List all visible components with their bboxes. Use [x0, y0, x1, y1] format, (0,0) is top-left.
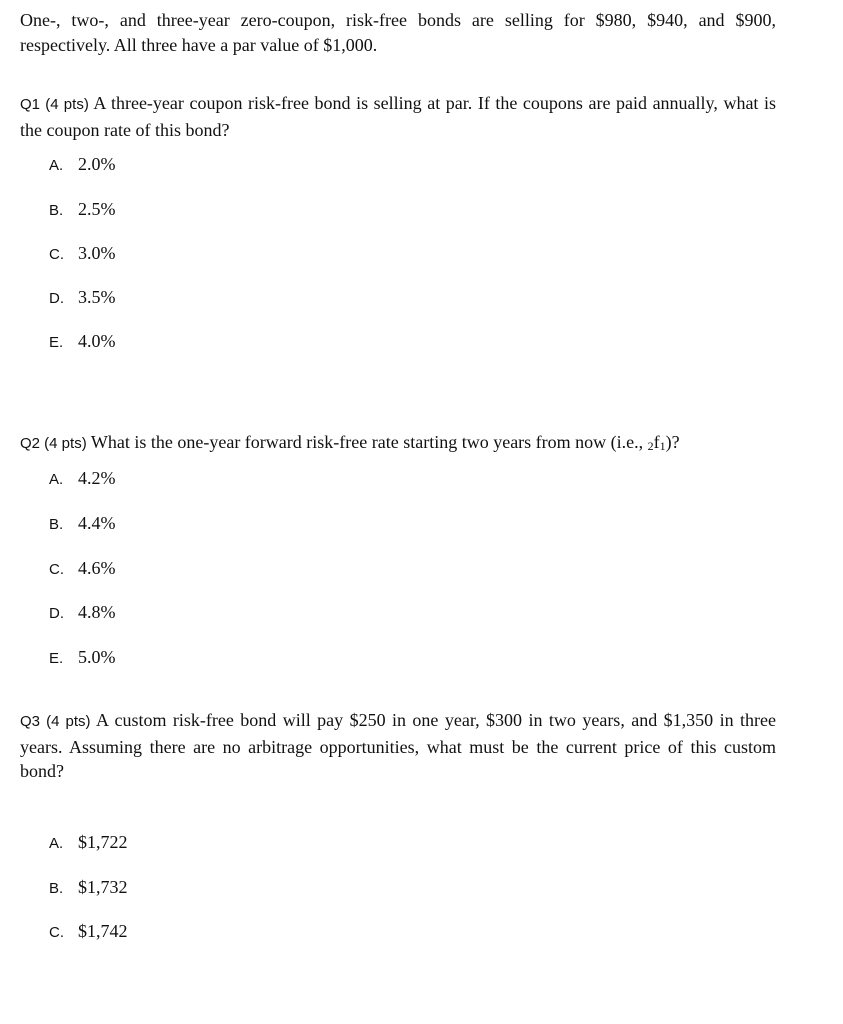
q2-option-e[interactable]: [49, 645, 116, 669]
option-letter: B.: [49, 202, 64, 219]
q3-option-c[interactable]: [49, 919, 128, 943]
option-letter: C.: [49, 561, 64, 578]
option-letter: C.: [49, 246, 64, 263]
q1-option-a[interactable]: [49, 152, 116, 176]
question-3-tag: Q3 (4 pts): [20, 713, 91, 730]
option-letter: B.: [49, 880, 64, 897]
option-value: 3.0%: [78, 243, 116, 263]
forward-rate-start-index: 2: [647, 439, 654, 453]
option-value: 3.5%: [78, 287, 116, 307]
option-letter: C.: [49, 924, 64, 941]
option-value: 4.4%: [78, 513, 116, 533]
option-letter: D.: [49, 605, 64, 622]
option-value: 4.8%: [78, 602, 116, 622]
option-letter: B.: [49, 516, 64, 533]
forward-rate-maturity-index: 1: [659, 439, 666, 453]
question-1-tag: Q1 (4 pts): [20, 96, 89, 113]
question-2-tag: Q2 (4 pts): [20, 435, 87, 452]
option-letter: A.: [49, 835, 64, 852]
option-value: 4.0%: [78, 331, 116, 351]
q2-option-c[interactable]: [49, 556, 116, 580]
q2-option-a[interactable]: [49, 466, 116, 490]
option-value: $1,732: [78, 877, 128, 897]
option-letter: A.: [49, 471, 64, 488]
q1-option-e[interactable]: [49, 329, 116, 353]
intro-paragraph: One-, two-, and three-year zero-coupon, risk-free bonds are selling for $980, $940, and $900, respectively. All three have a par value of $1,000.: [20, 10, 776, 55]
q1-option-d[interactable]: [49, 285, 116, 309]
option-value: 2.5%: [78, 199, 116, 219]
question-2: [20, 430, 776, 459]
q1-option-c[interactable]: [49, 241, 116, 265]
q3-option-a[interactable]: [49, 830, 128, 854]
option-value: 2.0%: [78, 154, 116, 174]
question-3-text: A custom risk-free bond will pay $250 in one year, $300 in two years, and $1,350 in three years. Assuming there are no arbitrage opportunities, what must be the current price of this custom bond?: [20, 710, 777, 781]
option-letter: E.: [49, 334, 64, 351]
question-1: [20, 91, 776, 142]
q2-option-d[interactable]: [49, 600, 116, 624]
option-value: 4.2%: [78, 468, 116, 488]
option-value: $1,742: [78, 921, 128, 941]
q2-option-b[interactable]: [49, 511, 116, 535]
question-2-text: What is the one-year forward risk-free rate starting two years from now (i.e.,: [90, 432, 648, 452]
question-3: [20, 708, 776, 784]
question-2-text-end: )?: [665, 432, 680, 452]
q1-option-b[interactable]: [49, 197, 116, 221]
option-letter: E.: [49, 650, 64, 667]
q3-option-b[interactable]: [49, 875, 128, 899]
option-value: 4.6%: [78, 558, 116, 578]
option-value: 5.0%: [78, 647, 116, 667]
option-letter: D.: [49, 290, 64, 307]
question-1-text: A three-year coupon risk-free bond is selling at par. If the coupons are paid annually, what is the coupon rate of this bond?: [20, 93, 776, 140]
option-value: $1,722: [78, 832, 128, 852]
forward-rate-symbol: f: [653, 432, 660, 452]
option-letter: A.: [49, 157, 64, 174]
